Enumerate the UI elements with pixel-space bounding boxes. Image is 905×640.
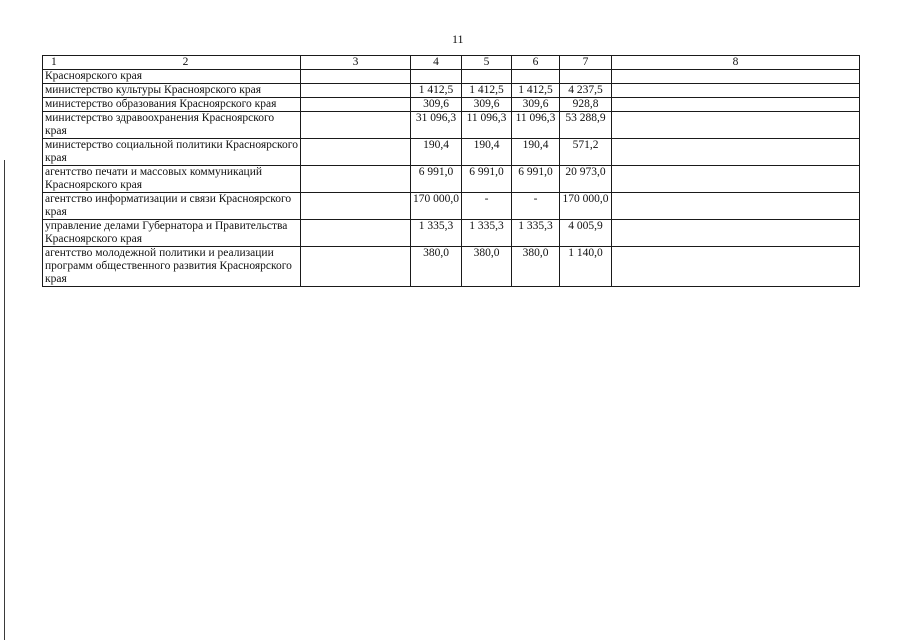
table-row	[43, 193, 860, 220]
row-col-3	[301, 193, 411, 220]
row-col-6: 11 096,3	[512, 112, 560, 139]
row-col-4: 309,6	[411, 98, 462, 112]
row-col-7: 53 288,9	[560, 112, 612, 139]
row-col-6	[512, 70, 560, 84]
row-name: министерство социальной политики Красноярского края	[43, 139, 301, 166]
header-col-3: 3	[301, 56, 411, 70]
row-col-7: 4 237,5	[560, 84, 612, 98]
row-col-3	[301, 70, 411, 84]
row-col-5: 1 335,3	[462, 220, 512, 247]
row-col-5: 380,0	[462, 247, 512, 287]
scan-edge-line	[4, 160, 5, 640]
row-col-4: 170 000,0	[411, 193, 462, 220]
row-name: министерство здравоохранения Красноярского края	[43, 112, 301, 139]
header-col-4: 4	[411, 56, 462, 70]
row-col-8	[612, 193, 860, 220]
row-col-7: 20 973,0	[560, 166, 612, 193]
table-row	[43, 84, 860, 98]
row-col-5: 11 096,3	[462, 112, 512, 139]
table-row	[43, 220, 860, 247]
header-col-5: 5	[462, 56, 512, 70]
row-col-7: 571,2	[560, 139, 612, 166]
row-col-3	[301, 112, 411, 139]
row-col-8	[612, 112, 860, 139]
row-col-4: 1 335,3	[411, 220, 462, 247]
row-col-8	[612, 70, 860, 84]
row-col-7: 928,8	[560, 98, 612, 112]
row-col-4: 6 991,0	[411, 166, 462, 193]
row-col-5: 1 412,5	[462, 84, 512, 98]
row-col-6: 190,4	[512, 139, 560, 166]
row-name: министерство культуры Красноярского края	[43, 84, 301, 98]
row-name: Красноярского края	[43, 70, 301, 84]
row-col-3	[301, 247, 411, 287]
row-col-3	[301, 220, 411, 247]
row-col-6: 1 412,5	[512, 84, 560, 98]
row-col-4: 1 412,5	[411, 84, 462, 98]
table-header-row	[43, 56, 860, 70]
row-col-8	[612, 84, 860, 98]
row-col-5: 190,4	[462, 139, 512, 166]
row-col-4: 31 096,3	[411, 112, 462, 139]
header-col-1: 1	[51, 56, 57, 68]
row-col-6: 6 991,0	[512, 166, 560, 193]
row-col-4	[411, 70, 462, 84]
row-name: управление делами Губернатора и Правительства Красноярского края	[43, 220, 301, 247]
table-row	[43, 98, 860, 112]
row-col-5: -	[462, 193, 512, 220]
row-col-7: 1 140,0	[560, 247, 612, 287]
page-number: 11	[452, 32, 464, 46]
row-col-4: 380,0	[411, 247, 462, 287]
row-name: агентство информатизации и связи Красноярского края	[43, 193, 301, 220]
row-col-7	[560, 70, 612, 84]
row-col-8	[612, 220, 860, 247]
row-col-6: 309,6	[512, 98, 560, 112]
table-row	[43, 70, 860, 84]
header-cell-1-2	[43, 56, 301, 70]
header-col-7: 7	[560, 56, 612, 70]
row-col-5	[462, 70, 512, 84]
row-col-5: 6 991,0	[462, 166, 512, 193]
row-col-3	[301, 166, 411, 193]
row-col-8	[612, 139, 860, 166]
row-col-3	[301, 98, 411, 112]
header-col-6: 6	[512, 56, 560, 70]
row-col-6: -	[512, 193, 560, 220]
row-col-3	[301, 139, 411, 166]
row-col-7: 170 000,0	[560, 193, 612, 220]
row-col-8	[612, 98, 860, 112]
row-col-8	[612, 247, 860, 287]
row-col-7: 4 005,9	[560, 220, 612, 247]
table-row	[43, 112, 860, 139]
row-col-6: 1 335,3	[512, 220, 560, 247]
header-col-2: 2	[182, 56, 189, 68]
table-row	[43, 166, 860, 193]
row-name: агентство печати и массовых коммуникаций Красноярского края	[43, 166, 301, 193]
row-col-5: 309,6	[462, 98, 512, 112]
table-row	[43, 247, 860, 287]
row-col-4: 190,4	[411, 139, 462, 166]
row-col-6: 380,0	[512, 247, 560, 287]
row-name: агентство молодежной политики и реализации программ общественного развития Красноярского края	[43, 247, 301, 287]
row-col-3	[301, 84, 411, 98]
row-col-8	[612, 166, 860, 193]
header-col-8: 8	[612, 56, 860, 70]
table-row	[43, 139, 860, 166]
budget-table	[42, 55, 860, 287]
row-name: министерство образования Красноярского края	[43, 98, 301, 112]
